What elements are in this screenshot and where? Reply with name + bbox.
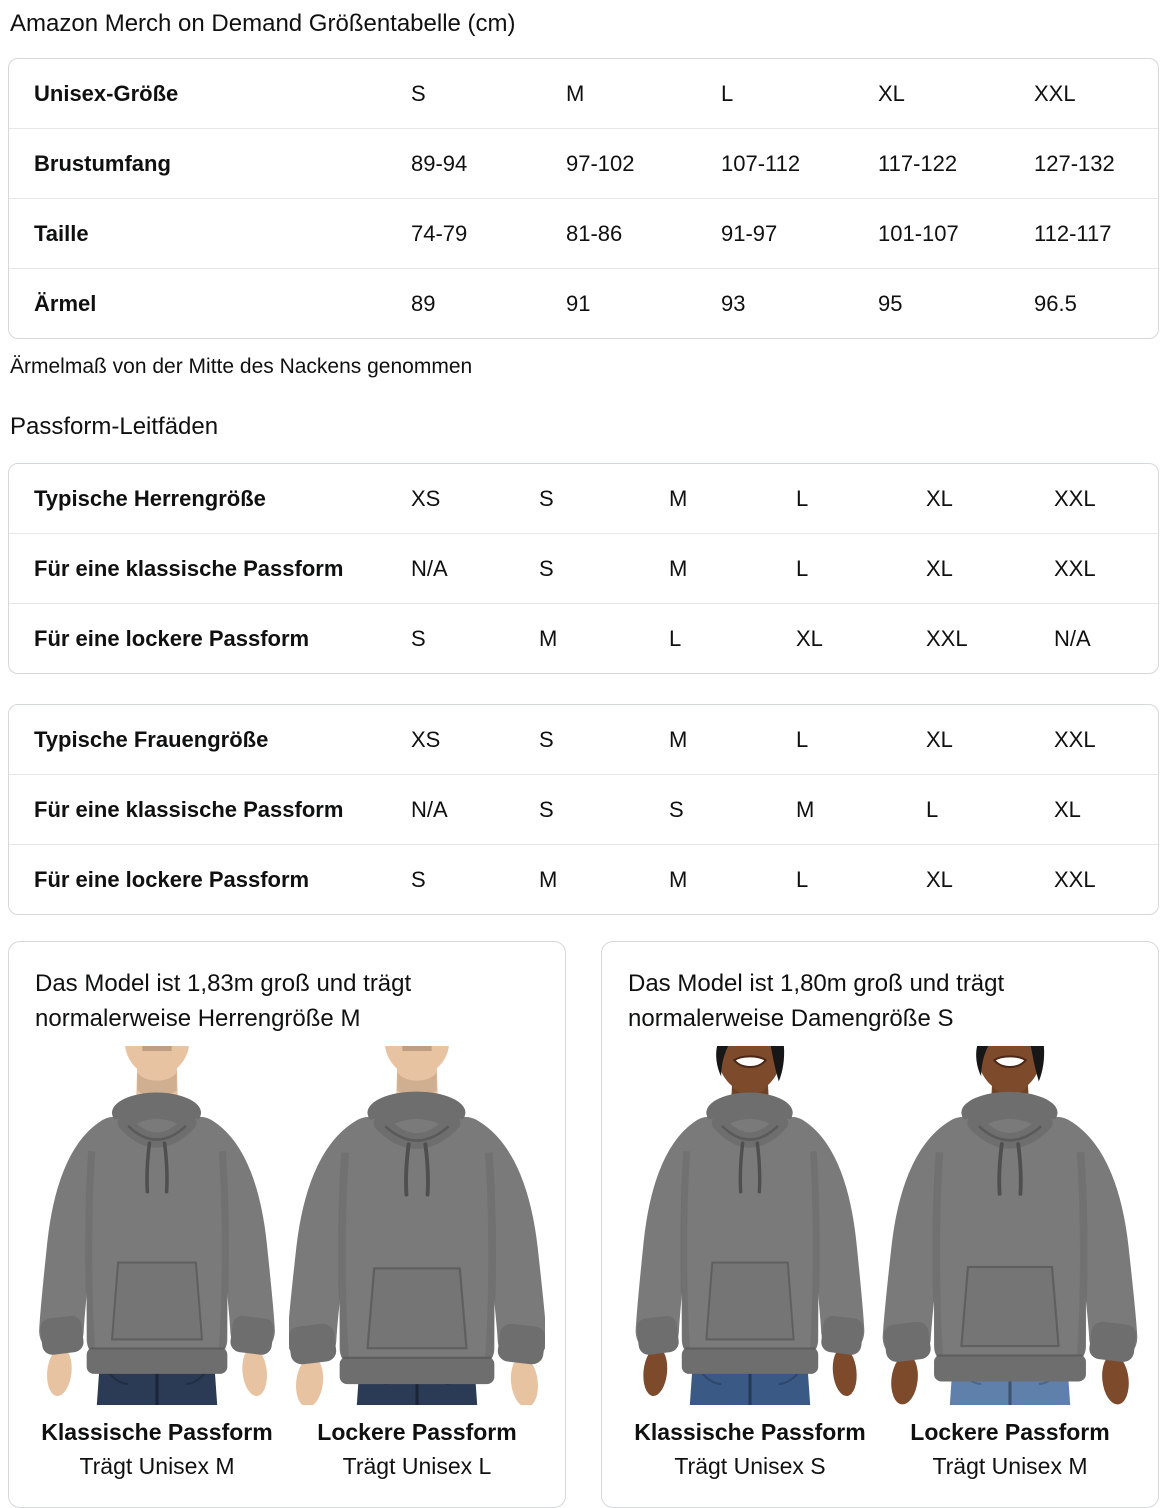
cell-value: 74-79 bbox=[411, 220, 468, 246]
row-label: Taille bbox=[34, 220, 89, 246]
table-row bbox=[9, 705, 1158, 774]
table-row bbox=[9, 464, 1158, 533]
cell-value: XL bbox=[926, 866, 953, 892]
male-model-card bbox=[8, 941, 566, 1508]
cell-value: N/A bbox=[411, 796, 448, 822]
cell-value: 91-97 bbox=[721, 220, 778, 246]
cell-value: 81-86 bbox=[566, 220, 623, 246]
cell-value: XL bbox=[878, 80, 905, 106]
model-photo-man-classic-fit bbox=[29, 1046, 285, 1405]
cell-value: 97-102 bbox=[566, 150, 635, 176]
size-label: Trägt Unisex M bbox=[79, 1453, 235, 1480]
table-row bbox=[9, 844, 1158, 914]
caption-woman-loose bbox=[882, 1415, 1138, 1483]
cell-value: XL bbox=[1054, 796, 1081, 822]
cell-value: N/A bbox=[411, 555, 448, 581]
cell-value: 127-132 bbox=[1034, 150, 1115, 176]
fit-label: Lockere Passform bbox=[910, 1419, 1110, 1446]
cell-value: 101-107 bbox=[878, 220, 959, 246]
cell-value: S bbox=[539, 796, 554, 822]
page-title: Amazon Merch on Demand Größentabelle (cm) bbox=[10, 10, 516, 37]
size-label: Trägt Unisex M bbox=[932, 1453, 1088, 1480]
row-label: Typische Herrengröße bbox=[34, 485, 266, 511]
cell-value: S bbox=[411, 625, 426, 651]
cell-value: 107-112 bbox=[721, 150, 801, 176]
model-cards-row bbox=[8, 941, 1159, 1508]
male-photo-grid bbox=[29, 1046, 545, 1405]
cell-value: S bbox=[539, 726, 554, 752]
size-label: Trägt Unisex S bbox=[674, 1453, 826, 1480]
cell-value: 93 bbox=[721, 290, 746, 316]
fit-label: Lockere Passform bbox=[317, 1419, 517, 1446]
row-label: Für eine lockere Passform bbox=[34, 625, 310, 651]
cell-value: M bbox=[669, 485, 688, 511]
cell-value: L bbox=[796, 866, 809, 892]
cell-value: L bbox=[796, 485, 809, 511]
row-label: Unisex-Größe bbox=[34, 80, 179, 106]
table-row bbox=[9, 59, 1158, 128]
cell-value: M bbox=[669, 726, 688, 752]
cell-value: XL bbox=[796, 625, 823, 651]
cell-value: L bbox=[796, 726, 809, 752]
table-row bbox=[9, 128, 1158, 198]
caption-man-classic bbox=[29, 1415, 285, 1483]
cell-value: XXL bbox=[1054, 726, 1096, 752]
model-photo-woman-loose-fit bbox=[882, 1046, 1138, 1405]
cell-value: S bbox=[539, 485, 554, 511]
cell-value: L bbox=[926, 796, 939, 822]
cell-value: 96.5 bbox=[1034, 290, 1077, 316]
sleeve-measurement-footnote: Ärmelmaß von der Mitte des Nackens genommen bbox=[10, 355, 473, 378]
row-label: Typische Frauengröße bbox=[34, 726, 269, 752]
cell-value: L bbox=[669, 625, 682, 651]
table-row bbox=[9, 198, 1158, 268]
table-row bbox=[9, 603, 1158, 673]
cell-value: XL bbox=[926, 726, 953, 752]
caption-woman-classic bbox=[622, 1415, 878, 1483]
row-label: Für eine lockere Passform bbox=[34, 866, 310, 892]
row-label: Ärmel bbox=[34, 290, 97, 316]
female-photo-grid bbox=[622, 1046, 1138, 1405]
cell-value: 112-117 bbox=[1034, 220, 1112, 246]
cell-value: 89 bbox=[411, 290, 436, 316]
fit-label: Klassische Passform bbox=[41, 1419, 273, 1446]
fit-guides-heading: Passform-Leitfäden bbox=[10, 413, 219, 440]
mens-fit-guide-table bbox=[8, 463, 1159, 674]
cell-value: 89-94 bbox=[411, 150, 468, 176]
table-row bbox=[9, 533, 1158, 603]
cell-value: S bbox=[539, 555, 554, 581]
row-label: Für eine klassische Passform bbox=[34, 555, 344, 581]
cell-value: XXL bbox=[1054, 555, 1096, 581]
model-photo-woman-classic-fit bbox=[622, 1046, 878, 1405]
size-label: Trägt Unisex L bbox=[342, 1453, 492, 1480]
female-captions bbox=[622, 1415, 1138, 1483]
cell-value: XL bbox=[926, 555, 953, 581]
female-model-description: Das Model ist 1,80m groß und trägt normalerweise Damengröße S bbox=[628, 970, 1005, 1032]
cell-value: M bbox=[566, 80, 585, 106]
male-model-description: Das Model ist 1,83m groß und trägt normalerweise Herrengröße M bbox=[35, 970, 412, 1032]
table-row bbox=[9, 268, 1158, 338]
cell-value: XXL bbox=[1034, 80, 1076, 106]
female-model-card bbox=[601, 941, 1159, 1508]
row-label: Brustumfang bbox=[34, 150, 171, 176]
cell-value: N/A bbox=[1054, 625, 1091, 651]
cell-value: L bbox=[796, 555, 809, 581]
cell-value: XS bbox=[411, 726, 441, 752]
cell-value: XS bbox=[411, 485, 441, 511]
cell-value: 95 bbox=[878, 290, 903, 316]
fit-label: Klassische Passform bbox=[634, 1419, 866, 1446]
cell-value: S bbox=[669, 796, 684, 822]
womens-fit-guide-table bbox=[8, 704, 1159, 915]
cell-value: S bbox=[411, 866, 426, 892]
cell-value: XL bbox=[926, 485, 953, 511]
male-captions bbox=[29, 1415, 545, 1483]
model-photo-man-loose-fit bbox=[289, 1046, 545, 1405]
cell-value: M bbox=[796, 796, 815, 822]
cell-value: M bbox=[539, 866, 558, 892]
cell-value: 117-122 bbox=[878, 150, 958, 176]
unisex-size-table bbox=[8, 58, 1159, 339]
cell-value: XXL bbox=[926, 625, 968, 651]
cell-value: XXL bbox=[1054, 866, 1096, 892]
table-row bbox=[9, 774, 1158, 844]
cell-value: M bbox=[669, 555, 688, 581]
cell-value: M bbox=[539, 625, 558, 651]
cell-value: XXL bbox=[1054, 485, 1096, 511]
cell-value: 91 bbox=[566, 290, 591, 316]
row-label: Für eine klassische Passform bbox=[34, 796, 344, 822]
caption-man-loose bbox=[289, 1415, 545, 1483]
cell-value: S bbox=[411, 80, 426, 106]
cell-value: L bbox=[721, 80, 734, 106]
cell-value: M bbox=[669, 866, 688, 892]
